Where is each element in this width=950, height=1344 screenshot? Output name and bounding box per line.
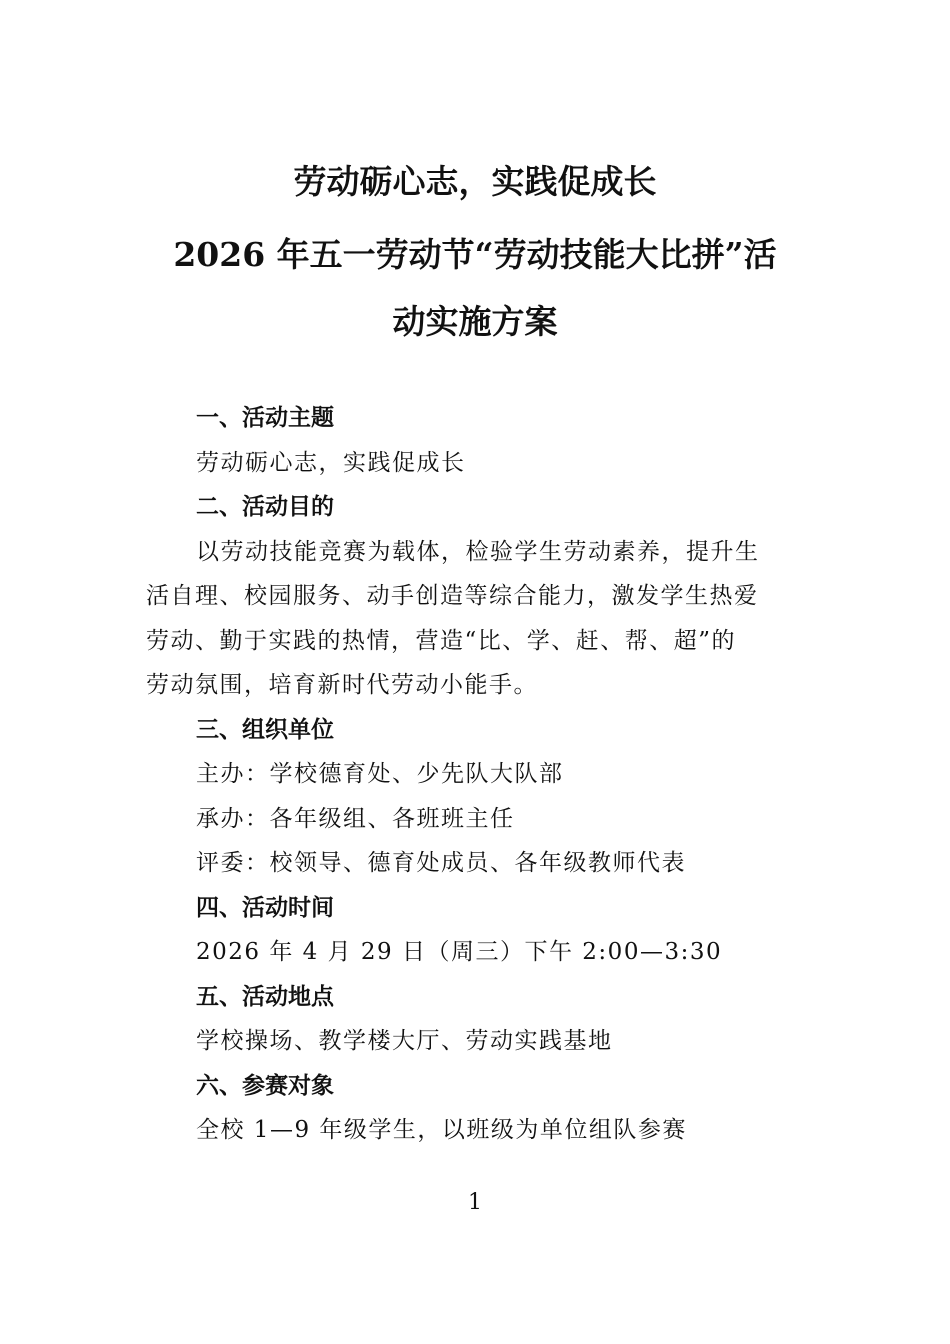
activity-time: 2026 年 4 月 29 日（周三）下午 2:00—3:30 xyxy=(196,939,723,965)
document-title-line-3: 动实施方案 xyxy=(392,302,558,341)
activity-location: 学校操场、教学楼大厅、劳动实践基地 xyxy=(196,1028,613,1054)
section-heading-purpose: 二、活动目的 xyxy=(196,494,334,520)
section-heading-organizers: 三、组织单位 xyxy=(196,717,334,743)
purpose-line: 劳动氛围，培育新时代劳动小能手。 xyxy=(146,672,538,698)
purpose-line: 劳动、勤于实践的热情，营造“比、学、赶、帮、超”的 xyxy=(146,628,737,654)
organizer-judges: 评委：校领导、德育处成员、各年级教师代表 xyxy=(196,850,686,876)
theme-text: 劳动砺心志，实践促成长 xyxy=(196,450,466,476)
organizer-host: 主办：学校德育处、少先队大队部 xyxy=(196,761,564,787)
page-number: 1 xyxy=(468,1190,482,1215)
section-heading-participants: 六、参赛对象 xyxy=(196,1073,334,1099)
purpose-line: 以劳动技能竞赛为载体，检验学生劳动素养，提升生 xyxy=(196,539,760,565)
section-heading-theme: 一、活动主题 xyxy=(196,405,334,431)
document-title-line-2: 2026 年五一劳动节“劳动技能大比拼”活 xyxy=(173,235,777,274)
section-heading-location: 五、活动地点 xyxy=(196,984,334,1010)
section-heading-time: 四、活动时间 xyxy=(196,895,334,921)
document-title-line-1: 劳动砺心志，实践促成长 xyxy=(293,162,657,201)
purpose-line: 活自理、校园服务、动手创造等综合能力，激发学生热爱 xyxy=(146,583,759,609)
participants-text: 全校 1—9 年级学生，以班级为单位组队参赛 xyxy=(196,1117,687,1143)
organizer-undertaker: 承办：各年级组、各班班主任 xyxy=(196,806,515,832)
